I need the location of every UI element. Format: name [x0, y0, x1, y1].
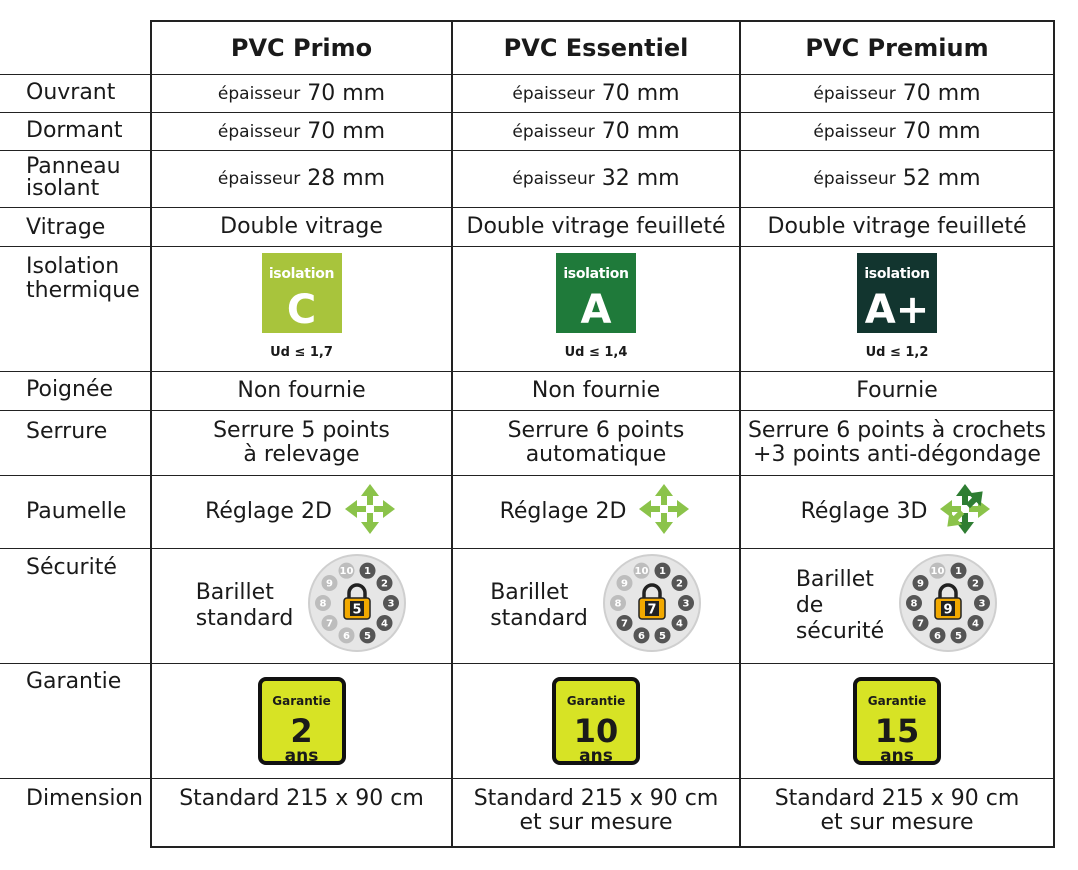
garantie-years: 2 [290, 712, 313, 750]
arrow-icon [361, 513, 379, 534]
row-label-poignee: Poignée [26, 377, 114, 402]
cell-vitrage: Double vitrage feuilleté [767, 214, 1027, 239]
garantie-unit: ans [880, 746, 914, 766]
prefix-text: épaisseur [512, 83, 595, 104]
cell-paumelle [453, 476, 739, 548]
isolation-badge [262, 253, 342, 333]
serrure-line: Serrure 6 points [507, 418, 685, 443]
serrure-line: à relevage [243, 442, 360, 467]
cylinder-dial-icon [898, 553, 998, 659]
garantie-years: 10 [573, 712, 619, 750]
cell-vitrage: Double vitrage feuilleté [466, 214, 726, 239]
dial-number: 1 [955, 566, 963, 578]
lock-level: 5 [352, 602, 362, 618]
dial-number: 3 [387, 598, 395, 610]
dial-number: 6 [934, 630, 942, 642]
garantie-badge [258, 677, 346, 765]
row-label-dormant: Dormant [26, 118, 123, 143]
lock-level: 7 [647, 602, 657, 618]
dial-number: 7 [917, 618, 925, 630]
arrow-icon [374, 500, 395, 518]
dial-number: 3 [682, 598, 690, 610]
dial-number: 1 [364, 566, 372, 578]
garantie-label: Garantie [566, 694, 626, 708]
dial-number: 9 [620, 578, 628, 590]
dimension-line: Standard 215 x 90 cm [774, 786, 1020, 811]
cell-panneau [741, 151, 1053, 207]
securite-line: Barillet [795, 567, 874, 592]
dial-number: 1 [658, 566, 666, 578]
arrow-icon [639, 500, 660, 518]
row-label-serrure: Serrure [26, 419, 108, 444]
column-header-premium: PVC Premium [805, 34, 989, 62]
row-label-vitrage: Vitrage [26, 215, 106, 240]
prefix-text: épaisseur [813, 169, 896, 189]
cell-isolation [741, 247, 1053, 371]
cell-ouvrant [453, 75, 739, 112]
value-text: 28 mm [307, 166, 386, 191]
cylinder-dial-icon [307, 553, 407, 659]
row-label-garantie: Garantie [26, 669, 122, 694]
cell-panneau [453, 151, 739, 207]
dial-number: 5 [658, 630, 666, 642]
value-text: 70 mm [307, 118, 386, 144]
cell-dormant [453, 113, 739, 150]
adjust-3d-icon [937, 481, 993, 543]
arrow-icon [668, 500, 689, 518]
paumelle-text: Réglage 2D [205, 499, 332, 524]
garantie-label: Garantie [867, 694, 927, 708]
dimension-line: Standard 215 x 90 cm [179, 786, 424, 811]
isolation-badge-label: isolation [268, 266, 335, 282]
dial-graphic [898, 553, 998, 653]
cell-isolation [453, 247, 739, 371]
dial-number: 10 [930, 566, 945, 578]
isolation-badge-class: C [286, 287, 317, 333]
value-text: 70 mm [601, 118, 680, 144]
adjust-2d-icon [342, 481, 398, 543]
cell-serrure [152, 411, 451, 475]
cell-dormant [152, 113, 451, 150]
dial-number: 5 [955, 630, 963, 642]
dial-number: 8 [614, 598, 622, 610]
row-label-isolation [26, 255, 140, 303]
cell-vitrage: Double vitrage [220, 214, 383, 239]
cell-securite [152, 549, 451, 663]
ud-value: Ud ≤ 1,4 [564, 345, 628, 360]
grid-line [150, 846, 1055, 848]
securite-line: Barillet [195, 580, 274, 605]
cell-paumelle [741, 476, 1053, 548]
cell-dimension [453, 779, 739, 846]
isolation-badge [857, 253, 937, 333]
arrows-graphic [636, 481, 692, 537]
cell-securite [453, 549, 739, 663]
securite-line: sécurité [795, 619, 885, 644]
securite-line: standard [195, 606, 294, 631]
isolation-badge-label: isolation [864, 266, 930, 282]
dial-number: 6 [637, 630, 645, 642]
dial-number: 3 [978, 598, 986, 610]
value-text: 70 mm [307, 80, 386, 106]
value-text: 52 mm [902, 166, 981, 191]
prefix-text: épaisseur [217, 169, 301, 189]
arrow-icon [345, 500, 366, 518]
cell-securite [741, 549, 1053, 663]
isolation-badge [556, 253, 636, 333]
row-label-panneau-line: Panneau [26, 154, 121, 179]
ud-value: Ud ≤ 1,2 [865, 345, 929, 360]
prefix-text: épaisseur [813, 121, 896, 142]
garantie-badge [853, 677, 941, 765]
cell-isolation [152, 247, 451, 371]
securite-line: de [795, 593, 824, 618]
dial-number: 8 [910, 598, 918, 610]
value-text: 70 mm [902, 118, 981, 144]
prefix-text: épaisseur [512, 169, 595, 189]
dimension-line: Standard 215 x 90 cm [473, 786, 719, 811]
prefix-text: épaisseur [813, 83, 896, 104]
cell-poignee: Non fournie [237, 378, 366, 403]
grid-line [1053, 22, 1055, 848]
paumelle-text: Réglage 3D [800, 499, 928, 524]
dimension-line: et sur mesure [519, 810, 673, 835]
isolation-badge-label: isolation [563, 266, 629, 282]
dial-number: 7 [326, 618, 334, 630]
cell-dimension [152, 779, 451, 846]
cell-panneau [152, 151, 451, 207]
dial-number: 2 [675, 578, 683, 590]
cell-dormant [741, 113, 1053, 150]
garantie-unit: ans [284, 746, 319, 766]
dial-number: 4 [675, 618, 683, 630]
value-text: 70 mm [601, 80, 680, 106]
dimension-line: et sur mesure [820, 810, 974, 835]
dial-number: 4 [972, 618, 980, 630]
dial-number: 8 [319, 598, 327, 610]
column-header-essentiel: PVC Essentiel [503, 34, 689, 62]
dial-number: 9 [326, 578, 334, 590]
column-header-primo: PVC Primo [230, 34, 373, 62]
cell-serrure [453, 411, 739, 475]
dial-number: 4 [381, 618, 389, 630]
isolation-badge-class: A [580, 287, 612, 333]
dial-number: 2 [381, 578, 389, 590]
cell-poignee: Fournie [856, 378, 938, 403]
paumelle-text: Réglage 2D [499, 499, 627, 524]
value-text: 70 mm [902, 80, 981, 106]
adjust-2d-icon [636, 481, 692, 543]
dial-number: 7 [620, 618, 628, 630]
cell-garantie [741, 664, 1053, 778]
row-label-panneau-line: isolant [26, 176, 100, 201]
serrure-line: Serrure 5 points [213, 418, 390, 443]
prefix-text: épaisseur [217, 121, 301, 142]
arrows-graphic [342, 481, 398, 537]
dial-number: 9 [917, 578, 925, 590]
row-label-paumelle: Paumelle [26, 499, 127, 524]
prefix-text: épaisseur [217, 83, 301, 104]
serrure-line: Serrure 6 points à crochets [747, 418, 1047, 443]
serrure-line: automatique [525, 442, 667, 467]
isolation-badge-class: A+ [864, 287, 930, 333]
prefix-text: épaisseur [512, 121, 595, 142]
securite-line: Barillet [490, 580, 569, 605]
dial-number: 10 [634, 566, 649, 578]
row-label-isolation-line: Isolation [26, 254, 120, 279]
row-label-dimension: Dimension [26, 786, 143, 811]
row-label-securite: Sécurité [26, 555, 117, 580]
row-label-panneau [26, 156, 121, 200]
arrow-icon [655, 484, 673, 505]
garantie-years: 15 [874, 712, 920, 750]
lock-level: 9 [943, 602, 953, 618]
serrure-line: +3 points anti-dégondage [753, 442, 1041, 467]
dial-number: 2 [972, 578, 980, 590]
securite-line: standard [490, 606, 588, 631]
garantie-unit: ans [579, 746, 613, 766]
row-label-ouvrant: Ouvrant [26, 80, 116, 105]
dial-number: 6 [343, 630, 351, 642]
ud-value: Ud ≤ 1,7 [270, 345, 333, 360]
value-text: 32 mm [601, 166, 680, 191]
arrow-icon [655, 513, 673, 534]
garantie-badge [552, 677, 640, 765]
dial-graphic [307, 553, 407, 653]
cell-garantie [453, 664, 739, 778]
cell-ouvrant [152, 75, 451, 112]
cell-poignee: Non fournie [531, 378, 661, 403]
row-label-isolation-line: thermique [26, 278, 140, 303]
dial-graphic [602, 553, 702, 653]
dial-number: 5 [364, 630, 372, 642]
dial-number: 10 [339, 566, 354, 578]
cell-garantie [152, 664, 451, 778]
garantie-label: Garantie [272, 694, 331, 708]
cell-ouvrant [741, 75, 1053, 112]
arrow-icon [361, 484, 379, 505]
cell-paumelle [152, 476, 451, 548]
cell-dimension [741, 779, 1053, 846]
cylinder-dial-icon [602, 553, 702, 659]
arrows-graphic [937, 481, 993, 537]
cell-serrure [741, 411, 1053, 475]
